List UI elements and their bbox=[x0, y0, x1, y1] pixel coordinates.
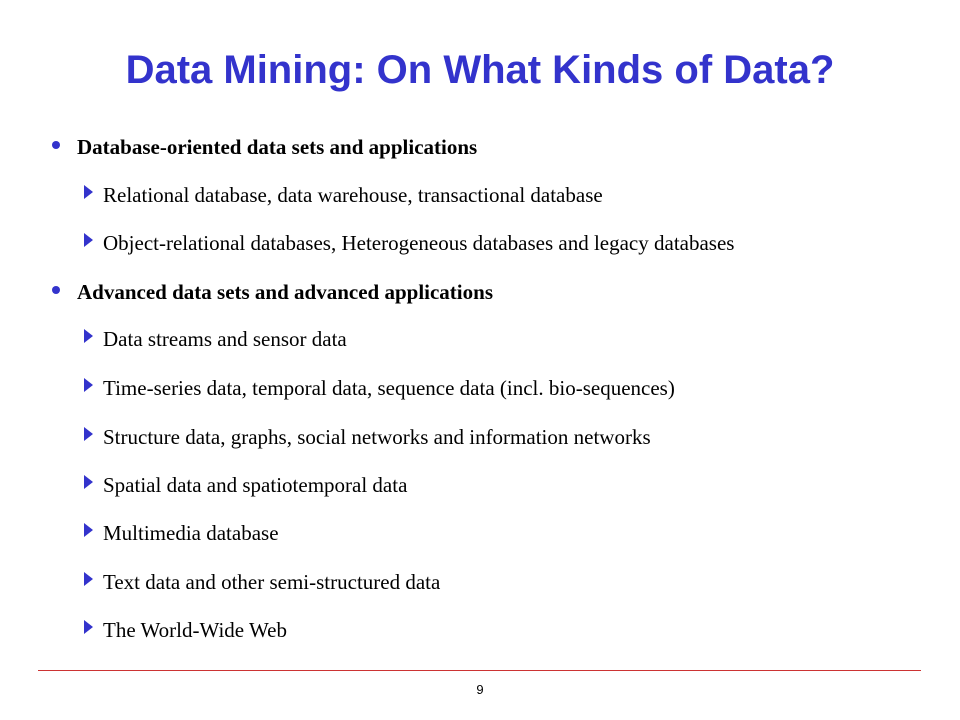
round-bullet-icon bbox=[52, 141, 60, 149]
list-item bbox=[80, 230, 734, 256]
list-item bbox=[80, 569, 440, 595]
triangle-bullet-icon bbox=[84, 475, 93, 489]
section-heading-advanced bbox=[50, 279, 493, 305]
list-item-text: Multimedia database bbox=[103, 521, 279, 545]
triangle-bullet-icon bbox=[84, 233, 93, 247]
round-bullet-icon bbox=[52, 286, 60, 294]
triangle-bullet-icon bbox=[84, 329, 93, 343]
triangle-bullet-icon bbox=[84, 620, 93, 634]
section-heading-database-oriented bbox=[50, 134, 477, 160]
list-item bbox=[80, 617, 287, 643]
page-number: 9 bbox=[476, 682, 484, 697]
list-item-text: Relational database, data warehouse, transactional database bbox=[103, 183, 603, 207]
slide-title: Data Mining: On What Kinds of Data? bbox=[125, 48, 835, 92]
list-item-text: Object-relational databases, Heterogeneous databases and legacy databases bbox=[103, 231, 735, 255]
list-item bbox=[80, 375, 675, 401]
list-item-text: Time-series data, temporal data, sequence data (incl. bio-sequences) bbox=[103, 376, 675, 400]
section-heading-text: Database-oriented data sets and applications bbox=[77, 135, 478, 159]
list-item-text: Data streams and sensor data bbox=[103, 327, 347, 351]
triangle-bullet-icon bbox=[84, 427, 93, 441]
triangle-bullet-icon bbox=[84, 185, 93, 199]
section-heading-text: Advanced data sets and advanced applications bbox=[77, 280, 493, 304]
list-item bbox=[80, 424, 651, 450]
list-item-text: Text data and other semi-structured data bbox=[103, 570, 441, 594]
footer-divider bbox=[38, 670, 921, 671]
list-item bbox=[80, 520, 279, 546]
list-item bbox=[80, 182, 603, 208]
list-item bbox=[80, 472, 407, 498]
list-item bbox=[80, 326, 347, 352]
triangle-bullet-icon bbox=[84, 572, 93, 586]
list-item-text: Structure data, graphs, social networks and information networks bbox=[103, 425, 651, 449]
triangle-bullet-icon bbox=[84, 523, 93, 537]
list-item-text: Spatial data and spatiotemporal data bbox=[103, 473, 408, 497]
list-item-text: The World-Wide Web bbox=[103, 618, 287, 642]
triangle-bullet-icon bbox=[84, 378, 93, 392]
